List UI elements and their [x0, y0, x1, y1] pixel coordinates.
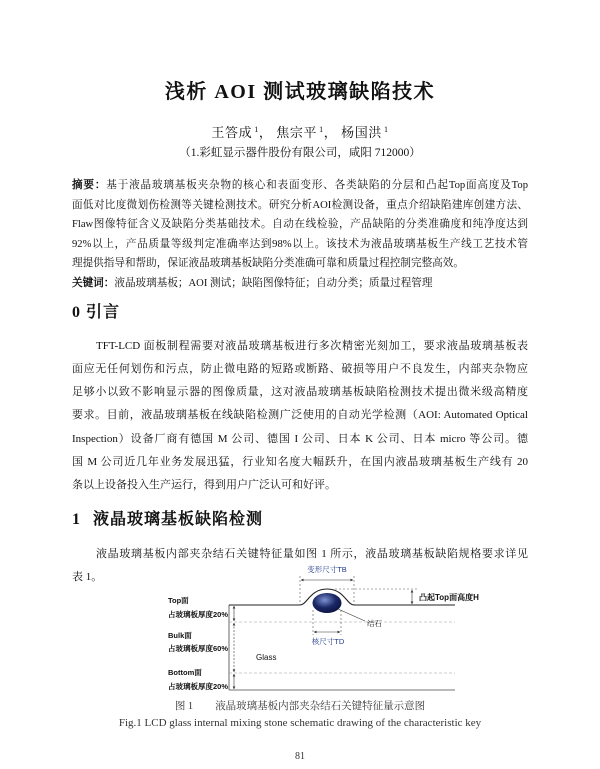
paragraph-line: 要求。目前，液晶玻璃基板在线缺陷检测广泛使用的自动光学检测（AOI: Automated Optical: [72, 409, 528, 422]
abstract-block: [72, 176, 528, 293]
abstract-line: 92%以上，产品质量等级判定准确率达到98%以上。该技术为液晶玻璃基板生产线工艺技术管: [72, 238, 528, 250]
author-name: 焦宗平: [276, 125, 318, 140]
section-title: 液晶玻璃基板缺陷检测: [93, 511, 264, 528]
author-affiliation-mark: 1: [254, 124, 259, 134]
keywords-text: 液晶玻璃基板；AOI 测试；缺陷图像特征；自动分类；质量过程管理: [114, 277, 433, 289]
section-title: 引言: [86, 304, 121, 321]
paper-title: 浅析 AOI 测试玻璃缺陷技术: [164, 81, 436, 103]
author-name: 王答成: [211, 125, 253, 140]
paragraph-line: Inspection）设备厂商有德国 M 公司、德国 I 公司、日本 K 公司、日本 micro 等公司。德: [72, 432, 528, 445]
core-size-label: 核尺寸TD: [311, 637, 345, 646]
paragraph-line: TFT-LCD 面板制程需要对液晶玻璃基板进行多次精密光刻加工，要求液晶玻璃基板表: [96, 339, 528, 352]
figure-1-schematic: [160, 560, 490, 695]
bottom-face-label: Bottom面: [168, 668, 202, 677]
paragraph-line: 条以上设备投入生产运行，得到用户广泛认可和好评。: [72, 479, 336, 492]
author-line: [0, 124, 600, 142]
abstract-text: 基于液晶玻璃基板夹杂物的核心和表面变形、各类缺陷的分层和凸起Top面高度及Top: [106, 180, 528, 191]
stone-inclusion: [313, 593, 342, 613]
stone-leader-line: [338, 609, 365, 621]
paragraph-line: 足够小以致不影响显示器的图像质量，这对液晶玻璃基板缺陷检测技术提出微米级高精度: [72, 386, 528, 399]
author-name: 杨国洪: [341, 125, 382, 140]
author-affiliation-mark: 1: [319, 124, 324, 134]
paragraph-line: 国 M 公司近几年业务发展迅猛，行业知名度大幅跃升，在国内液晶玻璃基板生产线有 20: [72, 455, 528, 468]
stone-label: 结石: [367, 619, 382, 628]
abstract-line: [72, 176, 528, 196]
keywords-line: [72, 274, 528, 294]
figure-number: 图 1: [174, 701, 194, 712]
abstract-line: 理提供指导和帮助，保证液晶玻璃基板缺陷分类准确可靠和质量过程控制完整高效。: [72, 258, 464, 269]
paragraph-line: 面应无任何划伤和污点，防止微电路的短路或断路、破损等用户不良发生，内部夹杂物应: [72, 362, 528, 375]
abstract-line: 面低对比度微划伤检测等关键检测技术。研究分析AOI检测设备，重点介绍缺陷建库创建方法、: [72, 199, 528, 211]
figure-caption-english: Fig.1 LCD glass internal mixing stone schematic drawing of the characteristic key: [118, 717, 482, 729]
bulk-ratio-label: 占玻璃板厚度60%: [168, 644, 229, 653]
author-affiliation-mark: 1: [383, 124, 389, 134]
section-heading-defect-detection: [72, 510, 263, 530]
top-face-label: Top面: [168, 596, 189, 605]
page-number: 81: [295, 751, 305, 762]
keywords-label: 关键词：: [72, 277, 115, 289]
paragraph-line: 液晶玻璃基板内部夹杂结石关键特征量如图 1 所示，液晶玻璃基板缺陷规格要求详见: [96, 547, 528, 560]
figure-caption-text: 液晶玻璃基板内部夹杂结石关键特征量示意图: [215, 701, 426, 712]
author-separator: ，: [258, 125, 273, 140]
bulk-face-label: Bulk面: [168, 631, 192, 640]
abstract-label: 摘要：: [72, 180, 107, 191]
figure-caption-chinese: [0, 699, 600, 715]
section-heading-intro: [72, 303, 120, 323]
bottom-ratio-label: 占玻璃板厚度20%: [168, 682, 229, 691]
bump-height-label: 凸起Top面高度H: [419, 593, 479, 602]
paragraph-line: 表 1。: [72, 570, 103, 583]
affiliation: （1.彩虹显示器件股份有限公司，咸阳 712000）: [179, 147, 421, 159]
author-separator: ，: [323, 125, 338, 140]
section-number: 1: [72, 511, 81, 528]
top-ratio-label: 占玻璃板厚度20%: [168, 610, 229, 619]
section-number: 0: [72, 304, 81, 321]
intro-paragraph: [72, 335, 528, 498]
abstract-line: Flaw图像特征含义及缺陷分类基础技术。自动在线检验，产品缺陷的分类准确度和纯净度达到: [72, 219, 528, 230]
glass-label: Glass: [256, 653, 277, 662]
deformation-size-label: 变形尺寸TB: [307, 565, 347, 574]
